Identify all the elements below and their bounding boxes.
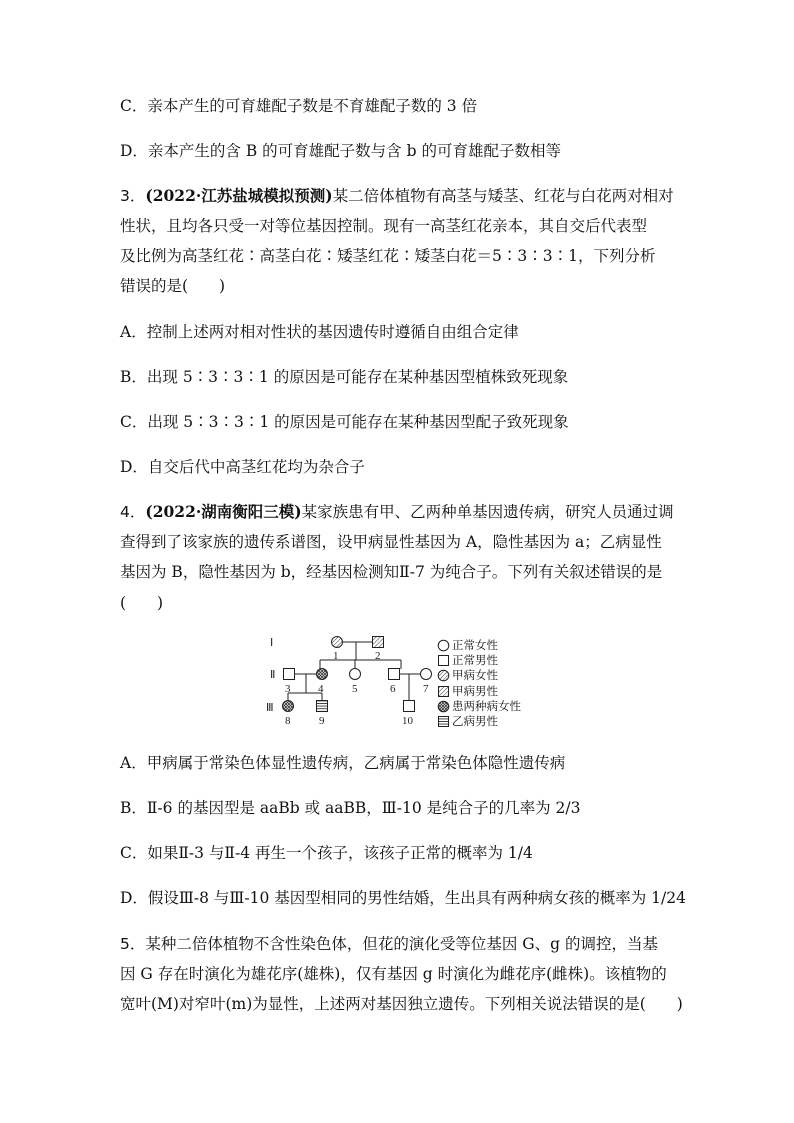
q4-option-c: C．如果Ⅱ-3 与Ⅱ-4 再生一个孩子，该孩子正常的概率为 1/4 <box>120 844 533 862</box>
legend-label: 乙病男性 <box>452 713 498 728</box>
q4-stem-line4: ( ) <box>120 594 164 612</box>
legend-disease-a-female <box>437 668 521 683</box>
label-6: 6 <box>390 683 396 695</box>
q5-stem-line2: 因 G 存在时演化为雄花序(雄株)，仅有基因 g 时演化为雌花序(雌株)。该植物的 <box>120 965 667 983</box>
legend-normal-female <box>437 638 521 653</box>
label-1: 1 <box>333 650 339 662</box>
pedigree-legend <box>437 638 521 729</box>
legend-disease-b-male <box>437 714 521 729</box>
q3-option-a: A．控制上述两对相对性状的基因遗传时遵循自由组合定律 <box>120 323 519 341</box>
legend-disease-a-male <box>437 684 521 699</box>
q4-option-a: A．甲病属于常染色体显性遗传病，乙病属于常染色体隐性遗传病 <box>120 754 566 772</box>
q4-option-b: B．Ⅱ-6 的基因型是 aaBb 或 aaBB，Ⅲ-10 是纯合子的几率为 2/3 <box>120 799 581 817</box>
individual-iii9-affected-b-male <box>317 701 328 712</box>
q3-option-c: C．出现 5∶3∶3∶1 的原因是可能存在某种基因型配子致死现象 <box>120 413 569 431</box>
disease-b-male-symbol-icon <box>437 715 450 728</box>
legend-both-diseases-female <box>437 699 521 714</box>
gen-label-ii: Ⅱ <box>270 669 276 681</box>
normal-male-symbol-icon <box>437 654 450 667</box>
label-10: 10 <box>402 715 413 726</box>
q3-stem-line1 <box>120 186 674 206</box>
label-8: 8 <box>285 715 291 726</box>
pedigree-chart <box>262 632 432 726</box>
q3-stem-line3: 及比例为高茎红花∶高茎白花∶矮茎红花∶矮茎白花＝5∶3∶3∶1，下列分析 <box>120 247 656 265</box>
q3-stem-text: 某二倍体植物有高茎与矮茎、红花与白花两对相对 <box>332 187 674 205</box>
legend-label: 患两种病女性 <box>452 698 521 713</box>
individual-ii4-both-diseases-female <box>317 669 328 680</box>
individual-i1-affected-a-female <box>332 637 343 648</box>
disease-a-female-symbol-icon <box>437 669 450 682</box>
individual-iii10-normal-male <box>404 701 415 712</box>
individual-ii6-normal-male <box>389 669 400 680</box>
label-3: 3 <box>285 683 291 695</box>
legend-label: 正常女性 <box>452 638 498 652</box>
normal-female-symbol-icon <box>437 639 450 652</box>
q4-stem-line2: 查得到了该家族的遗传系谱图，设甲病显性基因为 A，隐性基因为 a；乙病显性 <box>120 533 662 551</box>
q3-source: (2022·江苏盐城模拟预测) <box>145 186 333 205</box>
individual-iii8-both-diseases-female <box>283 701 294 712</box>
q3-stem-line2: 性状，且均各只受一对等位基因控制。现有一高茎红花亲本，其自交后代表型 <box>120 217 648 235</box>
individual-ii5-normal-female <box>350 669 361 680</box>
q5-stem-line1 <box>120 934 658 954</box>
gen-label-i: Ⅰ <box>270 637 274 649</box>
label-5: 5 <box>352 683 358 695</box>
q5-stem-line3: 宽叶(M)对窄叶(m)为显性，上述两对基因独立遗传。下列相关说法错误的是( ) <box>120 995 683 1013</box>
q2-option-c: C．亲本产生的可育雄配子数是不育雄配子数的 3 倍 <box>120 97 478 115</box>
q4-stem-line1 <box>120 502 674 522</box>
label-2: 2 <box>375 650 381 662</box>
label-9: 9 <box>319 715 325 726</box>
legend-label: 正常男性 <box>452 653 498 668</box>
q3-option-d: D．自交后代中高茎红花均为杂合子 <box>120 458 365 476</box>
q3-stem-line4: 错误的是( ) <box>120 277 226 295</box>
individual-ii3-normal-male <box>284 669 295 680</box>
label-4: 4 <box>318 683 324 695</box>
legend-label: 甲病男性 <box>452 683 498 698</box>
q4-option-d: D．假设Ⅲ-8 与Ⅲ-10 基因型相同的男性结婚，生出具有两种病女孩的概率为 1/24 <box>120 889 686 907</box>
individual-i2-affected-a-male <box>373 637 384 648</box>
q4-number: 4． <box>120 503 146 521</box>
q2-option-d: D．亲本产生的含 B 的可育雄配子数与含 b 的可育雄配子数相等 <box>120 142 561 160</box>
disease-a-male-symbol-icon <box>437 685 450 698</box>
legend-normal-male <box>437 653 521 668</box>
gen-label-iii: Ⅲ <box>266 702 274 714</box>
q3-number: 3． <box>120 187 146 205</box>
q4-stem-text: 某家族患有甲、乙两种单基因遗传病，研究人员通过调 <box>301 503 674 521</box>
both-diseases-female-symbol-icon <box>437 700 450 713</box>
q5-stem-text: 某种二倍体植物不含性染色体，但花的演化受等位基因 G、g 的调控，当基 <box>145 935 659 953</box>
label-7: 7 <box>423 683 429 695</box>
q4-source: (2022·湖南衡阳三模) <box>145 502 302 521</box>
legend-label: 甲病女性 <box>452 668 498 683</box>
q4-stem-line3: 基因为 B，隐性基因为 b，经基因检测知Ⅱ-7 为纯合子。下列有关叙述错误的是 <box>120 563 663 581</box>
q3-option-b: B．出现 5∶3∶3∶1 的原因是可能存在某种基因型植株致死现象 <box>120 368 569 386</box>
q5-number: 5． <box>120 935 146 953</box>
individual-ii7-normal-female <box>421 669 432 680</box>
